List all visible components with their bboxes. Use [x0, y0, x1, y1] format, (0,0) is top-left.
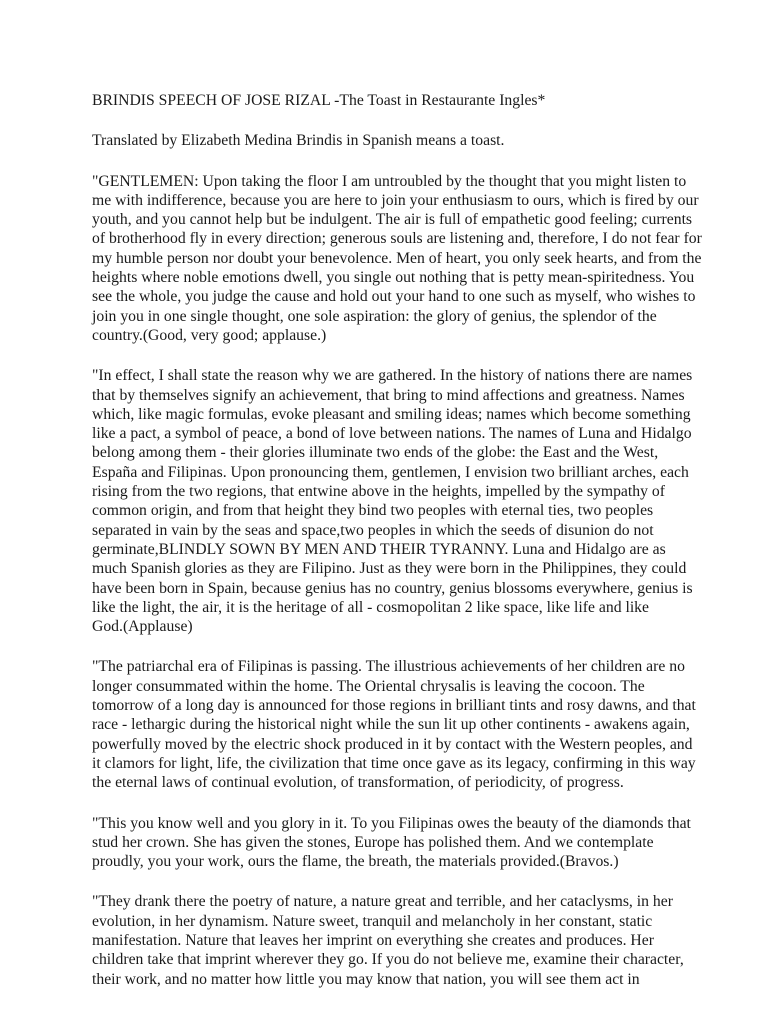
paragraph-4: "This you know well and you glory in it. To you Filipinas owes the beauty of the diamonds that stud her crown. She has given the stones, Europe has polished them. And we contemplate proudly, you your work, ours the flame, the breath, the materials provided.(Bravos.): [92, 814, 691, 871]
paragraph-3: "The patriarchal era of Filipinas is passing. The illustrious achievements of her children are no longer consummated within the home. The Oriental chrysalis is leaving the cocoon. The tomorrow of a long day is announced for those regions in brilliant tints and rosy dawns, and that race - lethargic during the historical night while the sun lit up other continents - awakens again, powerfully moved by the electric shock produced in it by contact with the Western peoples, and it clamors for light, life, the civilization that time once gave as its legacy, confirming in this way the eternal laws of continual evolution, of transformation, of periodicity, of progress.: [92, 658, 696, 792]
paragraph-2: "In effect, I shall state the reason why we are gathered. In the history of nations there are names that by themselves signify an achievement, that bring to mind affections and greatness. Names which, like magic formulas, evoke pleasant and smiling ideas; names which become something like a pact, a symbol of peace, a bond of love between nations. The names of Luna and Hidalgo belong among them - their glories illuminate two ends of the globe: the East and the West, España and Filipinas. Upon pronouncing them, gentlemen, I envision two brilliant arches, each rising from the two regions, that entwine above in the heights, impelled by the sympathy of common origin, and from that height they bind two peoples with eternal ties, two peoples separated in vain by the seas and space,two peoples in which the seeds of disunion do not germinate,BLINDLY SOWN BY MEN AND THEIR TYRANNY. Luna and Hidalgo are as much Spanish glories as they are Filipino. Just as they were born in the Philippines, they could have been born in Spain, because genius has no country, genius blossoms everywhere, genius is like the light, the air, it is the heritage of all - cosmopolitan 2 like space, like life and like God.(Applause): [92, 367, 693, 636]
paragraph-1: "GENTLEMEN: Upon taking the floor I am untroubled by the thought that you might listen to me with indifference, because you are here to join your enthusiasm to ours, which is fired by our youth, and you cannot help but be indulgent. The air is full of empathetic good feeling; currents of brotherhood fly in every direction; generous souls are listening and, therefore, I do not fear for my humble person nor doubt your benevolence. Men of heart, you only seek hearts, and from the heights where noble emotions dwell, you single out nothing that is petty mean-spiritedness. You see the whole, you judge the cause and hold out your hand to one such as myself, who wishes to join you in one single thought, one sole aspiration: the glory of genius, the splendor of the country.(Good, very good; applause.): [92, 172, 702, 344]
document-title: BRINDIS SPEECH OF JOSE RIZAL -The Toast in Restaurante Ingles*: [92, 92, 546, 109]
translator-note: Translated by Elizabeth Medina Brindis in Spanish means a toast.: [92, 132, 505, 150]
paragraph-5: "They drank there the poetry of nature, a nature great and terrible, and her cataclysms, in her evolution, in her dynamism. Nature sweet, tranquil and melancholy in her constant, static manifestation. Nature that leaves her imprint on everything she creates and produces. Her children take that imprint wherever they go. If you do not believe me, examine their character, their work, and no matter how little you may know that nation, you will see them act in: [92, 893, 684, 988]
